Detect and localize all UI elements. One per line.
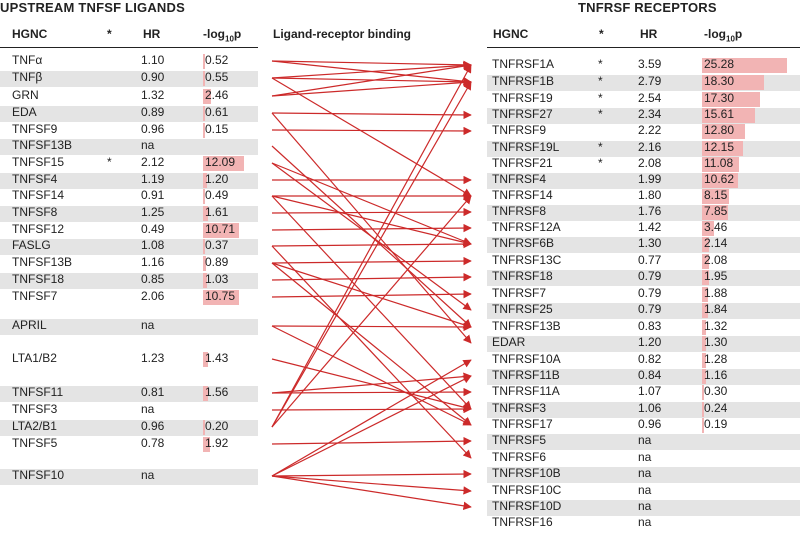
ligand-row-hr: 1.10 xyxy=(141,53,165,67)
receptor-row-logp: 1.28 xyxy=(704,352,728,366)
receptor-row-logp: 0.24 xyxy=(704,401,728,415)
receptor-row-logp: 15.61 xyxy=(704,107,735,121)
receptor-row-gene: TNFRSF25 xyxy=(492,302,553,316)
receptor-row-gene: TNFRSF3 xyxy=(492,401,546,415)
receptor-row-gene: TNFRSF7 xyxy=(492,286,546,300)
ligand-row-gene: APRIL xyxy=(12,318,47,332)
receptor-row-gene: TNFRSF10A xyxy=(492,352,561,366)
receptor-row-hr: 1.30 xyxy=(638,236,662,250)
receptor-row-logp: 11.08 xyxy=(704,156,734,170)
left-gene-header: HGNC xyxy=(12,27,48,41)
receptor-row-gene: TNFRSF5 xyxy=(492,433,546,447)
binding-arrow xyxy=(272,78,471,196)
receptor-row-hr: na xyxy=(638,450,652,464)
receptor-row-gene: TNFRSF18 xyxy=(492,269,553,283)
receptor-row-gene: TNFRSF10B xyxy=(492,466,561,480)
receptor-row-hr: 1.80 xyxy=(638,188,662,202)
ligand-row-logp: 0.61 xyxy=(205,105,229,119)
receptor-row-gene: EDAR xyxy=(492,335,526,349)
receptor-row-hr: 1.06 xyxy=(638,401,662,415)
receptor-row-gene: TNFRSF27 xyxy=(492,107,553,121)
binding-arrow xyxy=(272,441,471,444)
ligand-row-hr: na xyxy=(141,138,155,152)
ligand-row-gene: TNFSF9 xyxy=(12,122,58,136)
ligand-row-logp: 1.61 xyxy=(205,205,229,219)
ligand-row-hr: 2.12 xyxy=(141,155,165,169)
ligand-row-gene: TNFSF15 xyxy=(12,155,65,169)
binding-arrow xyxy=(272,65,471,78)
ligand-row-gene: TNFSF12 xyxy=(12,222,65,236)
ligand-row-gene: GRN xyxy=(12,88,39,102)
ligand-row-gene: EDA xyxy=(12,105,37,119)
ligand-row-hr: na xyxy=(141,402,155,416)
receptor-row-hr: 2.34 xyxy=(638,107,662,121)
receptor-row-hr: 3.59 xyxy=(638,57,662,71)
ligand-row-hr: 0.85 xyxy=(141,272,165,286)
ligand-row-logp: 0.15 xyxy=(205,122,229,136)
binding-arrow xyxy=(272,261,471,263)
receptor-row-gene: TNFRSF1B xyxy=(492,74,555,88)
binding-arrow xyxy=(272,476,471,491)
right-hr-header: HR xyxy=(640,27,658,41)
receptor-row-hr: 2.22 xyxy=(638,123,662,137)
receptor-row-significance-star: * xyxy=(598,74,603,88)
ligand-row-logp: 1.20 xyxy=(205,172,229,186)
receptor-row-hr: 1.99 xyxy=(638,172,662,186)
receptor-row-hr: 0.84 xyxy=(638,368,662,382)
receptor-row-gene: TNFRSF17 xyxy=(492,417,553,431)
ligand-row-logp: 12.09 xyxy=(205,155,236,169)
receptor-row-logp: 1.95 xyxy=(704,269,728,283)
binding-arrow xyxy=(272,474,471,476)
receptor-row-hr: 0.79 xyxy=(638,286,662,300)
right-panel-title: TNFRSF RECEPTORS xyxy=(578,0,717,15)
receptor-row-gene: TNFRSF4 xyxy=(492,172,546,186)
receptor-row-logp: 12.80 xyxy=(704,123,735,137)
ligand-row-gene: TNFSF18 xyxy=(12,272,65,286)
receptor-row-logp: 2.14 xyxy=(704,236,728,250)
receptor-row-gene: TNFRSF13C xyxy=(492,253,562,267)
receptor-row-hr: 1.76 xyxy=(638,204,662,218)
ligand-row-hr: 0.81 xyxy=(141,385,165,399)
receptor-row-logp: 1.30 xyxy=(704,335,728,349)
ligand-row-logp: 10.75 xyxy=(205,289,236,303)
receptor-row-logp: 0.30 xyxy=(704,384,728,398)
receptor-row-logp: 12.15 xyxy=(704,140,735,154)
left-panel-title: UPSTREAM TNFSF LIGANDS xyxy=(0,0,185,15)
ligand-row-gene: TNFSF5 xyxy=(12,436,58,450)
receptor-row-logp: 1.84 xyxy=(704,302,728,316)
ligand-row-gene: TNFSF13B xyxy=(12,255,73,269)
receptor-row-logp: 2.08 xyxy=(704,253,728,267)
receptor-row-significance-star: * xyxy=(598,91,603,105)
receptor-row-logp: 0.19 xyxy=(704,417,728,431)
receptor-row-hr: na xyxy=(638,433,652,447)
ligand-row-hr: 0.89 xyxy=(141,105,165,119)
ligand-row-logp: 0.89 xyxy=(205,255,229,269)
receptor-row-logp: 1.16 xyxy=(704,368,728,382)
left-star-header: * xyxy=(107,27,112,41)
right-gene-header: HGNC xyxy=(493,27,529,41)
receptor-row-logp: 25.28 xyxy=(704,57,735,71)
receptor-row-logp: 3.46 xyxy=(704,220,728,234)
receptor-row-logp: 17.30 xyxy=(704,91,735,105)
ligand-row-hr: 0.91 xyxy=(141,188,165,202)
ligand-row-gene: TNFSF3 xyxy=(12,402,58,416)
left-hr-header: HR xyxy=(143,27,161,41)
ligand-row-gene: TNFSF4 xyxy=(12,172,58,186)
ligand-row-gene: TNFSF11 xyxy=(12,385,64,399)
receptor-row-gene: TNFRSF12A xyxy=(492,220,561,234)
receptor-row-hr: 0.96 xyxy=(638,417,662,431)
ligand-row-significance-star: * xyxy=(107,155,112,169)
ligand-row-hr: na xyxy=(141,468,155,482)
receptor-row-hr: 1.42 xyxy=(638,220,662,234)
receptor-row-gene: TNFRSF11B xyxy=(492,368,560,382)
receptor-row-gene: TNFRSF1A xyxy=(492,57,555,71)
receptor-row-gene: TNFRSF16 xyxy=(492,515,553,529)
receptor-row-hr: 0.82 xyxy=(638,352,662,366)
binding-arrow xyxy=(272,360,471,476)
receptor-row-significance-star: * xyxy=(598,107,603,121)
ligand-row-gene: LTA2/B1 xyxy=(12,419,57,433)
ligand-row-logp: 1.92 xyxy=(205,436,229,450)
binding-arrow xyxy=(272,212,471,213)
receptor-row-hr: na xyxy=(638,466,652,480)
receptor-row-significance-star: * xyxy=(598,140,603,154)
receptor-row-hr: na xyxy=(638,499,652,513)
receptor-row-hr: na xyxy=(638,515,652,529)
ligand-row-hr: 0.96 xyxy=(141,419,165,433)
ligand-row-hr: 0.96 xyxy=(141,122,165,136)
ligand-row-logp: 2.46 xyxy=(205,88,229,102)
ligand-row-gene: FASLG xyxy=(12,238,51,252)
ligand-row-hr: 1.25 xyxy=(141,205,165,219)
ligand-row-hr: 0.90 xyxy=(141,70,165,84)
binding-column-header: Ligand-receptor binding xyxy=(273,27,411,41)
receptor-row-gene: TNFRSF6 xyxy=(492,450,546,464)
receptor-row-logp: 1.32 xyxy=(704,319,728,333)
ligand-row-hr: 1.32 xyxy=(141,88,165,102)
ligand-row-logp: 1.56 xyxy=(205,385,229,399)
receptor-row-significance-star: * xyxy=(598,156,603,170)
receptor-row-hr: 1.07 xyxy=(638,384,662,398)
receptor-row-hr: 0.83 xyxy=(638,319,662,333)
ligand-row-logp: 0.52 xyxy=(205,53,229,67)
binding-arrow xyxy=(272,130,471,131)
ligand-row-hr: 2.06 xyxy=(141,289,165,303)
ligand-row-logp: 1.03 xyxy=(205,272,229,286)
ligand-row-hr: 1.23 xyxy=(141,351,165,365)
receptor-row-logp: 7.85 xyxy=(704,204,728,218)
receptor-row-logp: 8.15 xyxy=(704,188,728,202)
binding-arrow xyxy=(272,326,471,327)
ligand-row-logp: 0.37 xyxy=(205,238,229,252)
receptor-row-gene: TNFRSF11A xyxy=(492,384,560,398)
receptor-row-gene: TNFRSF19 xyxy=(492,91,553,105)
receptor-row-gene: TNFRSF13B xyxy=(492,319,561,333)
receptor-row-gene: TNFRSF14 xyxy=(492,188,553,202)
receptor-row-gene: TNFRSF9 xyxy=(492,123,546,137)
ligand-row-hr: 0.49 xyxy=(141,222,165,236)
ligand-row-hr: 1.16 xyxy=(141,255,165,269)
ligand-row-gene: TNFα xyxy=(12,53,43,67)
ligand-row-logp: 0.55 xyxy=(205,70,229,84)
receptor-row-hr: 2.16 xyxy=(638,140,662,154)
ligand-row-logp: 0.49 xyxy=(205,188,229,202)
ligand-row-gene: TNFSF13B xyxy=(12,138,73,152)
binding-arrow xyxy=(272,65,471,96)
ligand-row-logp: 1.43 xyxy=(205,351,229,365)
receptor-row-hr: na xyxy=(638,483,652,497)
ligand-row-gene: TNFSF14 xyxy=(12,188,65,202)
receptor-row-hr: 2.79 xyxy=(638,74,662,88)
ligand-row-logp: 0.20 xyxy=(205,419,229,433)
right-star-header: * xyxy=(599,27,604,41)
right-logp-header: $-\log_{10}p$ xyxy=(704,27,743,44)
receptor-row-hr: 0.77 xyxy=(638,253,662,267)
ligand-row-logp: 10.71 xyxy=(205,222,236,236)
receptor-row-gene: TNFRSF21 xyxy=(492,156,553,170)
ligand-row-gene: TNFSF10 xyxy=(12,468,65,482)
receptor-row-hr: 1.20 xyxy=(638,335,662,349)
receptor-row-hr: 2.08 xyxy=(638,156,662,170)
binding-arrow xyxy=(272,476,471,507)
receptor-row-logp: 10.62 xyxy=(704,172,735,186)
binding-arrow xyxy=(272,113,471,115)
receptor-row-gene: TNFRSF6B xyxy=(492,236,555,250)
ligand-row-gene: LTA1/B2 xyxy=(12,351,57,365)
ligand-row-gene: TNFβ xyxy=(12,70,43,84)
receptor-row-logp: 1.88 xyxy=(704,286,728,300)
receptor-row-gene: TNFRSF8 xyxy=(492,204,546,218)
ligand-row-gene: TNFSF7 xyxy=(12,289,58,303)
receptor-row-hr: 2.54 xyxy=(638,91,662,105)
receptor-row-significance-star: * xyxy=(598,57,603,71)
receptor-row-gene: TNFRSF10D xyxy=(492,499,562,513)
binding-arrow xyxy=(272,82,471,96)
ligand-row-hr: na xyxy=(141,318,155,332)
receptor-row-logp: 18.30 xyxy=(704,74,735,88)
receptor-row-gene: TNFRSF19L xyxy=(492,140,560,154)
receptor-row-gene: TNFRSF10C xyxy=(492,483,562,497)
left-logp-header: $-\log_{10}p$ xyxy=(203,27,242,44)
receptor-row-hr: 0.79 xyxy=(638,302,662,316)
ligand-row-hr: 0.78 xyxy=(141,436,165,450)
receptor-row-hr: 0.79 xyxy=(638,269,662,283)
ligand-row-hr: 1.08 xyxy=(141,238,165,252)
ligand-row-gene: TNFSF8 xyxy=(12,205,58,219)
ligand-row-hr: 1.19 xyxy=(141,172,165,186)
